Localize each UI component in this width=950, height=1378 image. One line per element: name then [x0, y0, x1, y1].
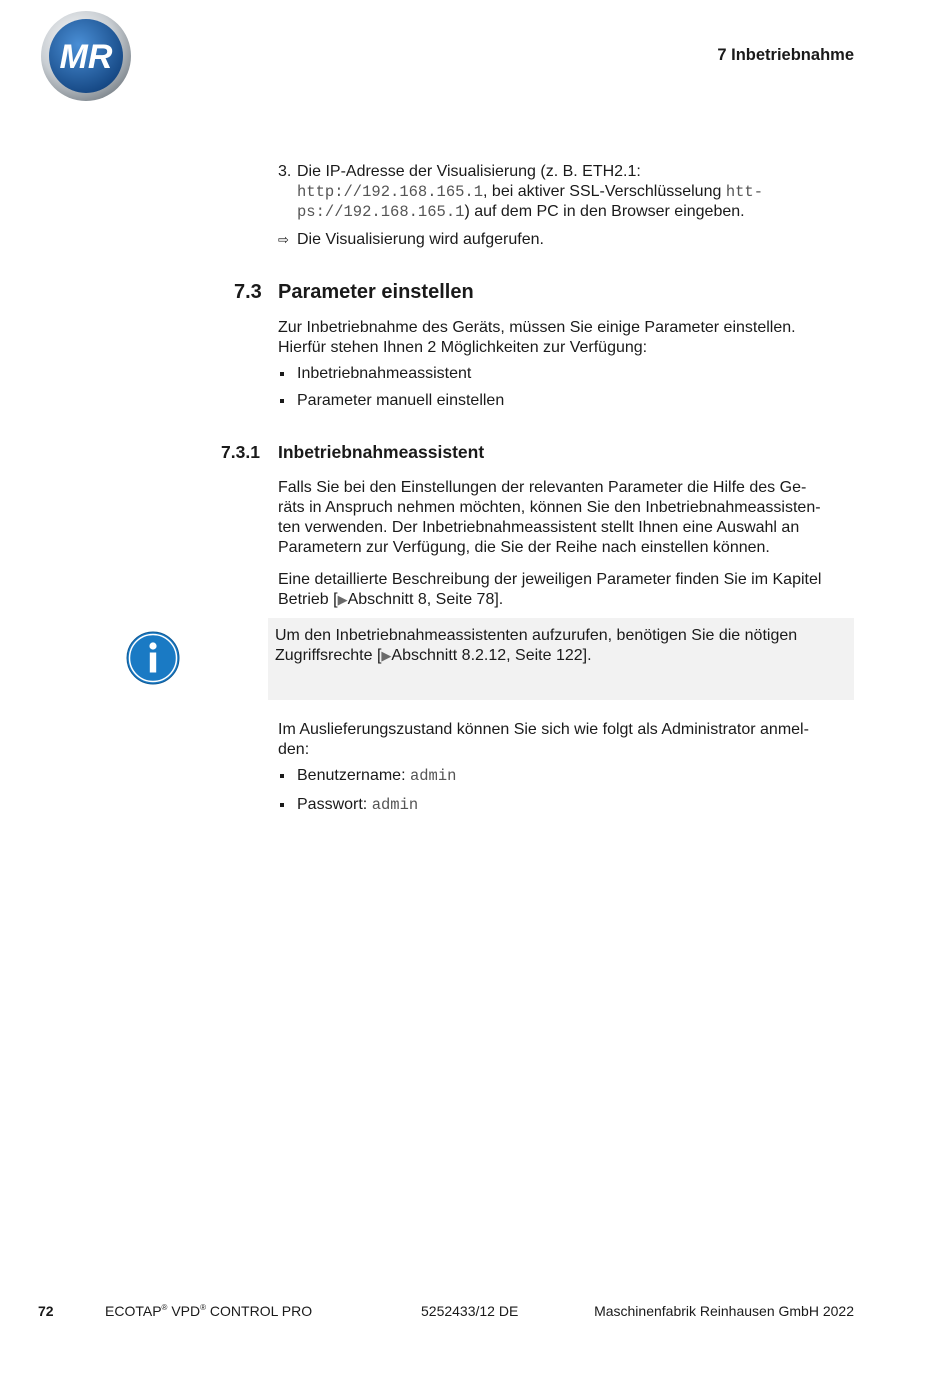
paragraph-line: ten verwenden. Der Inbetriebnahmeassistent stellt Ihnen eine Auswahl an	[278, 519, 800, 536]
list-item-text: Parameter manuell einstellen	[297, 392, 505, 409]
step-result	[278, 230, 544, 250]
section-intro	[278, 318, 848, 358]
credentials-list	[278, 766, 456, 824]
paragraph-line: Falls Sie bei den Einstellungen der relevanten Parameter die Hilfe des Ge-	[278, 479, 807, 496]
url-http: http://192.168.165.1	[297, 183, 484, 201]
result-text: Die Visualisierung wird aufgerufen.	[297, 231, 544, 248]
registered-mark: ®	[200, 1303, 207, 1312]
footer-company: Maschinenfabrik Reinhausen GmbH 2022	[594, 1303, 854, 1319]
list-item-text: Inbetriebnahmeassistent	[297, 365, 472, 382]
paragraph-line: Betrieb [	[278, 591, 338, 608]
credential-label: Passwort:	[297, 796, 372, 813]
section-number: 7.3	[234, 281, 262, 303]
list-item	[278, 364, 504, 391]
section-title: Parameter einstellen	[278, 281, 474, 303]
bullet-icon	[280, 399, 284, 403]
cross-reference-link[interactable]: Abschnitt 8.2.12, Seite 122	[391, 647, 583, 664]
intro-line: Hierfür stehen Ihnen 2 Möglichkeiten zur Verfügung:	[278, 339, 648, 356]
paragraph-assistant	[278, 478, 856, 558]
subsection-number: 7.3.1	[221, 442, 260, 462]
paragraph-line: Eine detaillierte Beschreibung der jeweiligen Parameter finden Sie im Kapitel	[278, 571, 822, 588]
info-line: Um den Inbetriebnahmeassistenten aufzurufen, benötigen Sie die nötigen	[275, 627, 798, 644]
reference-arrow-icon: ▶	[337, 592, 348, 607]
credential-value: admin	[409, 767, 457, 785]
step-text-middle: , bei aktiver SSL-Verschlüsselung	[483, 183, 726, 200]
running-header-chapter: 7 Inbetriebnahme	[717, 46, 854, 64]
url-https-part2: ps://192.168.165.1	[297, 203, 465, 221]
list-item	[278, 391, 504, 418]
credential-value: admin	[371, 796, 419, 814]
product-name: ECOTAP	[105, 1303, 162, 1319]
paragraph-line: ].	[494, 591, 504, 608]
bullet-icon	[280, 803, 284, 807]
url-https-part1: htt-	[725, 183, 764, 201]
subsection-title: Inbetriebnahmeassistent	[278, 442, 485, 462]
paragraph-line: Parametern zur Verfügung, die Sie der Reihe nach einstellen können.	[278, 539, 770, 556]
info-icon	[126, 631, 180, 685]
product-name: VPD	[167, 1303, 201, 1319]
list-item	[278, 795, 456, 824]
product-name: CONTROL PRO	[206, 1303, 313, 1319]
intro-line: Zur Inbetriebnahme des Geräts, müssen Sie einige Parameter einstellen.	[278, 319, 796, 336]
paragraph-line: Im Auslieferungszustand können Sie sich wie folgt als Administrator anmel-	[278, 721, 809, 738]
info-line: Zugriffsrechte [	[275, 647, 382, 664]
paragraph-admin	[278, 720, 853, 760]
registered-mark: ®	[161, 1303, 168, 1312]
result-arrow-icon: ⇨	[278, 232, 289, 247]
list-item	[278, 766, 456, 795]
mr-logo	[40, 10, 132, 102]
footer-document-number: 5252433/12 DE	[421, 1303, 519, 1319]
logo-text: MR	[59, 38, 113, 76]
cross-reference-link[interactable]: Abschnitt 8, Seite 78	[347, 591, 495, 608]
reference-arrow-icon: ▶	[381, 648, 392, 663]
info-text	[275, 626, 845, 666]
paragraph-line: räts in Anspruch nehmen möchten, können Sie den Inbetriebnahmeassisten-	[278, 499, 821, 516]
footer-product	[105, 1303, 312, 1319]
paragraph-line: den:	[278, 741, 310, 758]
credential-label: Benutzername:	[297, 767, 410, 784]
step-text-after: ) auf dem PC in den Browser eingeben.	[464, 203, 745, 220]
options-list	[278, 364, 504, 418]
step-number: 3.	[278, 163, 292, 180]
info-line: ].	[582, 647, 592, 664]
step-3	[278, 162, 838, 222]
footer-page-number: 72	[38, 1303, 54, 1319]
bullet-icon	[280, 774, 284, 778]
step-text-before: Die IP-Adresse der Visualisierung (z. B. ETH2.1:	[297, 163, 641, 180]
bullet-icon	[280, 372, 284, 376]
paragraph-reference	[278, 570, 856, 610]
